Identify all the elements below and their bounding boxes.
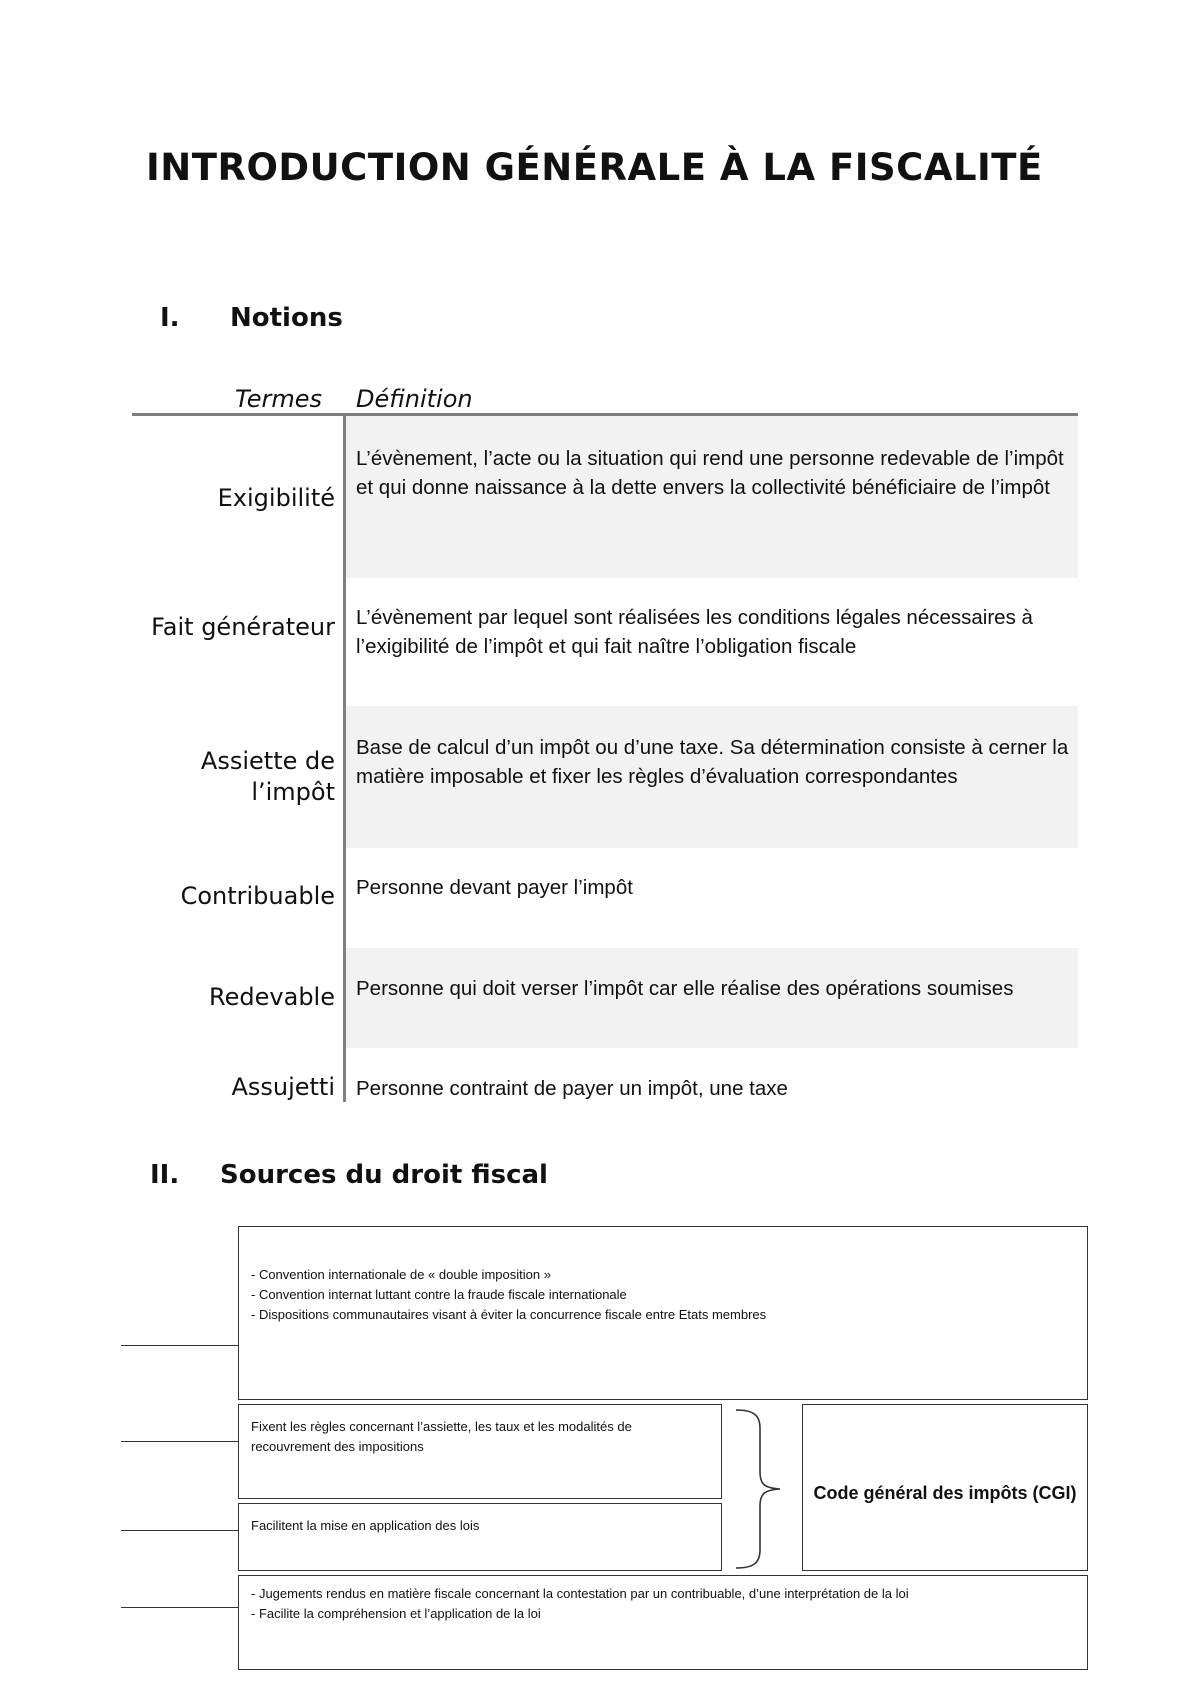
table-row-definition: Personne qui doit verser l’impôt car elle réalise des opérations soumises [356,977,1014,1000]
curly-brace-icon [730,1406,790,1572]
table-row-definition: L’évènement, l’acte ou la situation qui rend une personne redevable de l’impôt et qui donne naissance à la dette envers la collectivité bénéficiaire de l’impôt [356,447,1064,499]
cgi-label: Code général des impôts (CGI) [813,1483,1077,1503]
box-international-sources [238,1226,1088,1400]
page-title: INTRODUCTION GÉNÉRALE À LA FISCALITÉ [146,146,1043,189]
table-row-term: Assujetti [231,1073,335,1101]
box-laws [238,1404,722,1499]
table-row-definition: Personne devant payer l’impôt [356,876,633,899]
table-row-term: Fait générateur [151,613,335,641]
section-number: I. [160,303,180,333]
box-line: - Dispositions communautaires visant à éviter la concurrence fiscale entre Etats membres [251,1307,767,1322]
connector-line [121,1345,238,1346]
section-number: II. [150,1160,180,1190]
connector-line [121,1530,238,1531]
box-line: Fixent les règles concernant l’assiette, les taux et les modalités de [251,1419,632,1434]
connector-line [121,1441,238,1442]
table-row-term: Redevable [209,983,335,1011]
column-header-terms: Termes [235,385,322,413]
table-row-term: Assiette de l’impôt [200,747,335,806]
connector-line [121,1607,238,1608]
box-line: - Convention internationale de « double imposition » [251,1267,551,1282]
table-row-term: Exigibilité [217,484,335,512]
section-title: Sources du droit fiscal [220,1160,548,1190]
box-line: - Convention internat luttant contre la fraude fiscale internationale [251,1287,627,1302]
table-row-definition: Personne contraint de payer un impôt, une taxe [356,1077,788,1100]
table-row-definition: Base de calcul d’un impôt ou d’une taxe. Sa détermination consiste à cerner la matière imposable et fixer les règles d’évaluation correspondantes [356,736,1069,788]
table-row-definition: L’évènement par lequel sont réalisées les conditions légales nécessaires à l’exigibilité de l’impôt et qui fait naître l’obligation fiscale [356,606,1033,658]
box-cgi [802,1404,1088,1571]
box-line: - Jugements rendus en matière fiscale concernant la contestation par un contribuable, d’une interprétation de la loi [251,1586,909,1601]
section-title: Notions [230,303,343,333]
box-line: recouvrement des impositions [251,1439,424,1454]
box-line: Facilitent la mise en application des lois [251,1518,480,1533]
box-line: - Facilite la compréhension et l’application de la loi [251,1606,541,1621]
column-header-definition: Définition [356,385,473,413]
table-row-term: Contribuable [180,882,335,910]
box-jurisprudence [238,1575,1088,1670]
box-regulations [238,1503,722,1571]
